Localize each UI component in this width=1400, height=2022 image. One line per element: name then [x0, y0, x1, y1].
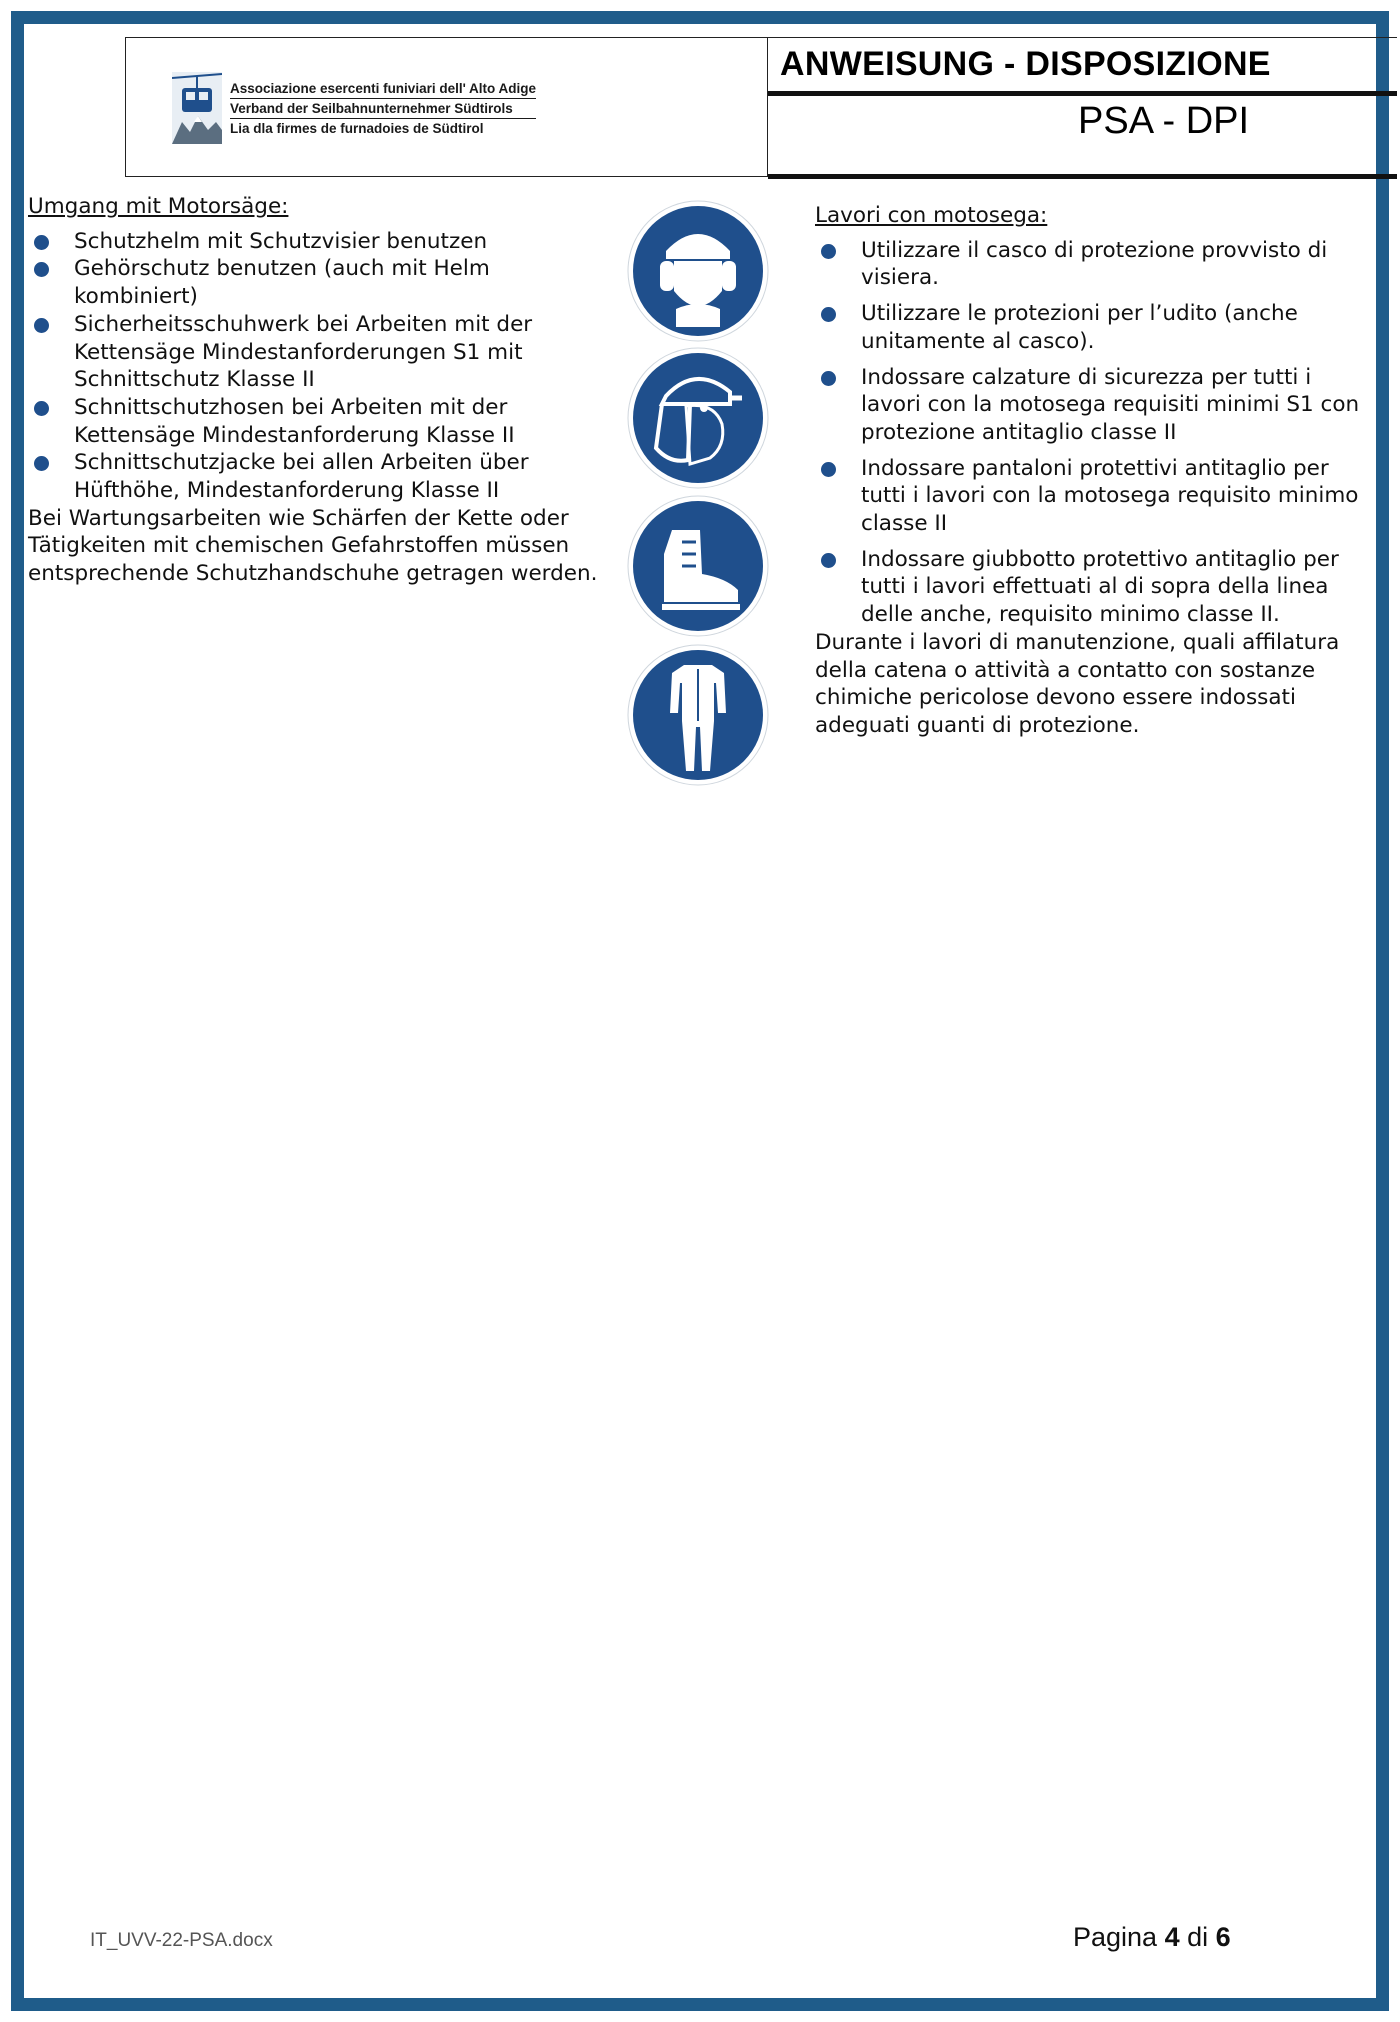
organization-name-it: Associazione esercenti funiviari dell' Alto Adige	[230, 81, 537, 96]
cable-car-icon	[172, 72, 222, 144]
list-item: Utilizzare le protezioni per l’udito (anche unitamente al casco).	[815, 300, 1375, 355]
italian-section	[815, 202, 1375, 740]
german-bullet-list	[28, 228, 608, 505]
helmet-ear-protection-icon	[626, 199, 770, 343]
document-subtitle: PSA - DPI	[1078, 100, 1250, 142]
italian-bullet-list	[815, 237, 1375, 629]
face-shield-icon	[626, 346, 770, 490]
organization-name	[230, 79, 536, 138]
footer-page-number	[1073, 1922, 1231, 1953]
italian-heading: Lavori con motosega:	[815, 203, 1048, 228]
list-item: Schnittschutzhosen bei Arbeiten mit der Kettensäge Mindestanforderung Klasse II	[28, 394, 608, 449]
german-section	[28, 193, 608, 588]
page-total: 6	[1215, 1922, 1231, 1952]
list-item: Sicherheitsschuhwerk bei Arbeiten mit der Kettensäge Mindestanforderungen S1 mit Schnittschutz Klasse II	[28, 311, 608, 394]
header-bottom-rule	[768, 174, 1397, 179]
german-heading: Umgang mit Motorsäge:	[28, 194, 289, 219]
protective-suit-icon	[626, 643, 770, 787]
page-separator: di	[1187, 1922, 1209, 1952]
list-item: Schutzhelm mit Schutzvisier benutzen	[28, 228, 608, 256]
safety-boot-icon	[626, 494, 770, 638]
header-divider	[768, 91, 1397, 96]
footer-filename: IT_UVV-22-PSA.docx	[90, 1930, 273, 1951]
list-item: Schnittschutzjacke bei allen Arbeiten über Hüfthöhe, Mindestanforderung Klasse II	[28, 449, 608, 504]
list-item: Indossare calzature di sicurezza per tutti i lavori con la motosega requisiti minimi S1 con protezione antitaglio classe II	[815, 364, 1375, 447]
list-item: Indossare giubbotto protettivo antitaglio per tutti i lavori effettuati al di sopra della linea delle anche, requisito minimo classe II.	[815, 546, 1375, 629]
organization-name-de: Verband der Seilbahnunternehmer Südtirols	[230, 98, 536, 119]
page-prefix: Pagina	[1073, 1922, 1158, 1952]
italian-paragraph: Durante i lavori di manutenzione, quali affilatura della catena o attività a contatto con sostanze chimiche pericolose devono essere indossati adeguati guanti di protezione.	[815, 629, 1340, 738]
list-item: Gehörschutz benutzen (auch mit Helm kombiniert)	[28, 255, 608, 310]
organization-name-lad: Lia dla firmes de furnadoies de Südtirol	[230, 121, 484, 136]
list-item: Utilizzare il casco di protezione provvisto di visiera.	[815, 237, 1375, 292]
list-item: Indossare pantaloni protettivi antitaglio per tutti i lavori con la motosega requisito minimo classe II	[815, 455, 1375, 538]
german-paragraph: Bei Wartungsarbeiten wie Schärfen der Kette oder Tätigkeiten mit chemischen Gefahrstoffen müssen entsprechende Schutzhandschuhe getragen werden.	[28, 505, 598, 587]
document-title: ANWEISUNG - DISPOSIZIONE	[780, 45, 1271, 83]
page-current: 4	[1164, 1922, 1180, 1952]
